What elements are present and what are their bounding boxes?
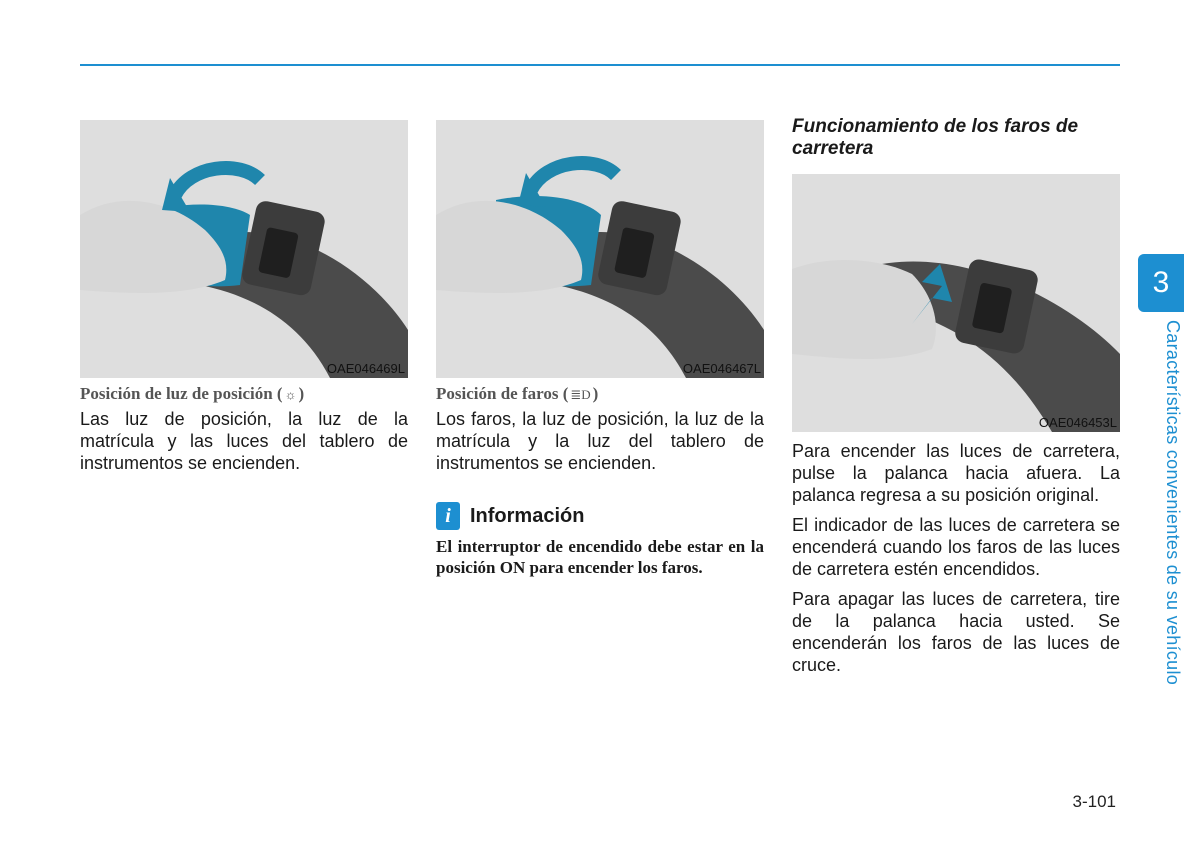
figure-headlight xyxy=(436,120,764,378)
info-title: Información xyxy=(470,504,585,527)
body-paragraph: Las luz de posición, la luz de la matrícula y las luces del tablero de instrumentos se encienden. xyxy=(80,409,408,473)
position-light-icon: ☼ xyxy=(284,387,297,402)
chapter-tab: 3 xyxy=(1138,254,1184,312)
lever-illustration xyxy=(792,174,1120,432)
lever-illustration xyxy=(80,120,408,378)
figure-code: OAE046467L xyxy=(682,361,761,376)
figure-code: OAE046469L xyxy=(326,361,405,376)
column-position-light xyxy=(80,120,408,482)
body-paragraph: Para encender las luces de carretera, pulse la palanca hacia afuera. La palanca regresa a su posición original. xyxy=(792,441,1120,505)
info-heading xyxy=(436,502,764,530)
headlight-icon: ≣D xyxy=(570,387,591,402)
body-paragraph: El indicador de las luces de carretera se encenderá cuando los faros de las luces de carretera estén encendidos. xyxy=(792,515,1120,579)
body-paragraph: Los faros, la luz de posición, la luz de la matrícula y la luz del tablero de instrumentos se encienden. xyxy=(436,409,764,473)
figure-position-light xyxy=(80,120,408,378)
column-high-beam xyxy=(792,116,1120,684)
figure-caption: Posición de faros ( ≣D ) xyxy=(436,384,599,403)
figure-code: OAE046453L xyxy=(1038,415,1117,430)
page-number: 3-101 xyxy=(1072,792,1116,811)
info-icon: i xyxy=(436,502,460,530)
lever-illustration xyxy=(436,120,764,378)
info-text: El interruptor de encendido debe estar en la posición ON para encender los faros. xyxy=(436,537,764,577)
figure-caption: Posición de luz de posición ( ☼ ) xyxy=(80,384,305,403)
section-heading: Funcionamiento de los faros de carretera xyxy=(792,116,1079,159)
header-rule xyxy=(80,64,1120,66)
body-paragraph: Para apagar las luces de carretera, tire de la palanca hacia usted. Se encenderán los faros de las luces de cruce. xyxy=(792,589,1120,675)
figure-high-beam xyxy=(792,174,1120,432)
chapter-title: Características convenientes de su vehículo xyxy=(1163,320,1183,686)
column-headlight xyxy=(436,120,764,578)
